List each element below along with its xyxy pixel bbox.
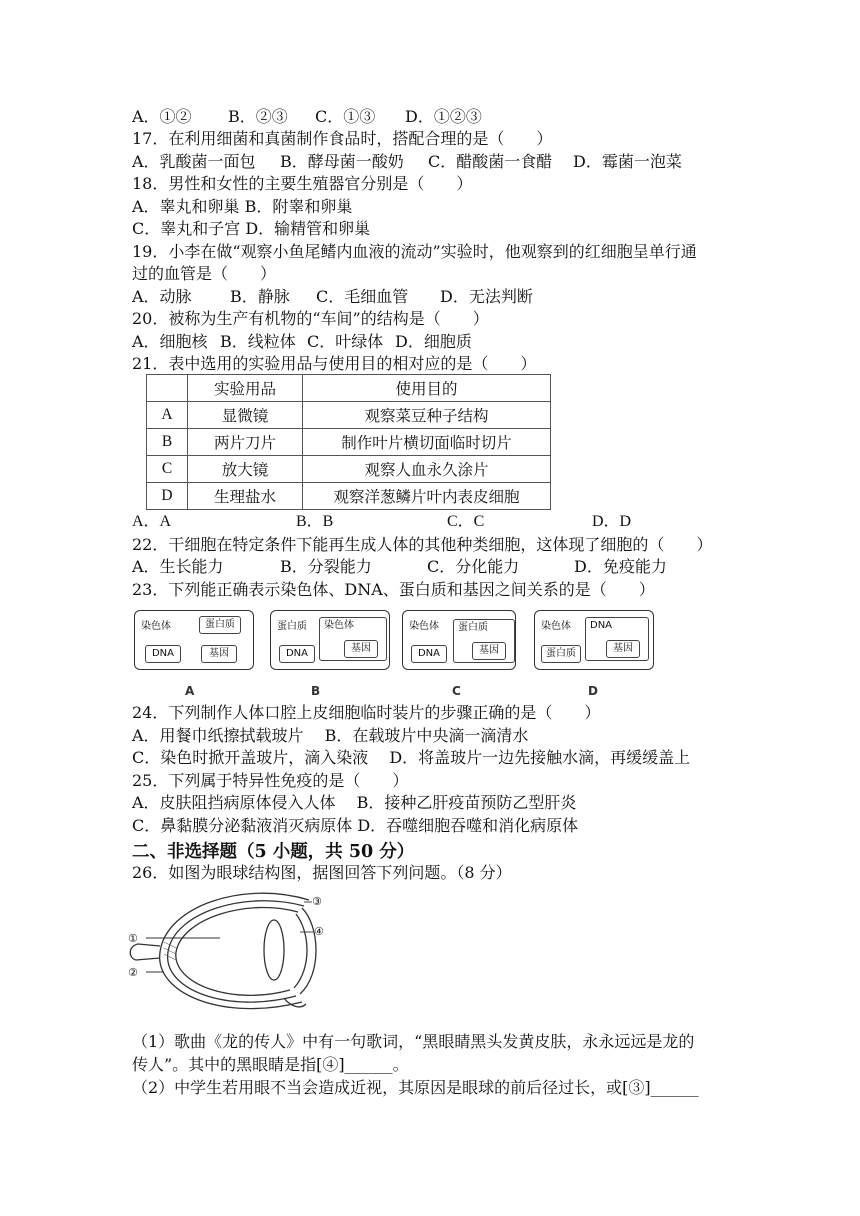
- table-cell: 生理盐水: [188, 483, 303, 510]
- table-cell: 显微镜: [188, 402, 303, 429]
- q19-option-b: B．静脉: [230, 287, 290, 306]
- eye-label-4: ④: [314, 925, 324, 938]
- q25-stem: 25．下列属于特异性免疫的是（ ）: [132, 771, 409, 790]
- q17-stem: 17．在利用细菌和真菌制作食品时，搭配合理的是（ ）: [132, 129, 553, 148]
- q22-option-d: D．免疫能力: [574, 557, 667, 576]
- q18-options-line1: A．睾丸和卵巢 B．附睾和卵巢: [132, 197, 353, 216]
- table-cell: D: [147, 483, 188, 510]
- q18-options-line2: C．睾丸和子宫 D．输精管和卵巢: [132, 219, 371, 238]
- q22-option-b: B．分裂能力: [280, 557, 372, 576]
- q26-part1-line1: （1）歌曲《龙的传人》中有一句歌词，“黑眼睛黑头发黄皮肤，永永远远是龙的: [132, 1032, 695, 1051]
- diagram-c: [402, 610, 516, 670]
- diagram-b: [270, 610, 390, 670]
- q19-options: [132, 286, 533, 308]
- q17-options: [132, 151, 682, 173]
- q24-options-line2: C．染色时掀开盖玻片，滴入染液 D．将盖玻片一边先接触水滴，再缓缓盖上: [132, 748, 691, 767]
- diagram-inner-box: 基因: [606, 640, 640, 658]
- table-row: [147, 402, 551, 429]
- q22-option-c: C．分化能力: [427, 557, 520, 576]
- diagram-nested-box: [453, 619, 515, 663]
- eye-label-2: ②: [128, 966, 138, 979]
- q26-part2: （2）中学生若用眼不当会造成近视，其原因是眼球的前后径过长，或[③]______: [132, 1078, 699, 1097]
- diagram-inner-box: DNA: [279, 645, 315, 663]
- q17-option-c: C．醋酸菌一食醋: [428, 152, 553, 171]
- q16-option-c: C．①③: [315, 107, 376, 126]
- diagram-nested-box: [319, 617, 387, 661]
- table-header-cell: 实验用品: [188, 375, 303, 402]
- q21-option-a: A．A: [132, 513, 172, 530]
- table-header-row: [147, 375, 551, 402]
- q21-options: [132, 511, 631, 533]
- q26-part1-line2: 传人”。其中的黑眼睛是指[④]______。: [132, 1055, 409, 1074]
- table-row: [147, 483, 551, 510]
- q20-stem: 20．被称为生产有机物的“车间”的结构是（ ）: [132, 309, 489, 328]
- q24-options-line1: A．用餐巾纸擦拭载玻片 B．在载玻片中央滴一滴清水: [132, 726, 529, 745]
- diagram-a: [134, 610, 254, 670]
- diagram-d-caption: D: [588, 684, 598, 698]
- table-cell: 观察菜豆种子结构: [303, 402, 551, 429]
- diagram-nested-label: 蛋白质: [458, 622, 488, 633]
- q20-option-b: B．线粒体: [220, 332, 296, 351]
- table-row: [147, 429, 551, 456]
- q23-stem: 23．下列能正确表示染色体、DNA、蛋白质和基因之间关系的是（ ）: [132, 580, 655, 599]
- diagram-nested-label: 染色体: [324, 620, 354, 631]
- q24-stem: 24．下列制作人体口腔上皮细胞临时装片的步骤正确的是（ ）: [132, 703, 601, 722]
- q16-options: [132, 106, 482, 128]
- table-cell: 观察人血永久涂片: [303, 456, 551, 483]
- q16-option-a: A．①②: [132, 107, 192, 126]
- diagram-inner-box: DNA: [145, 645, 181, 663]
- q20-option-c: C．叶绿体: [307, 332, 384, 351]
- q25-options-line2: C．鼻黏膜分泌黏液消灭病原体 D．吞噬细胞吞噬和消化病原体: [132, 816, 579, 835]
- table-cell: C: [147, 456, 188, 483]
- q16-option-d: D．①②③: [405, 107, 482, 126]
- q21-stem: 21．表中选用的实验用品与使用目的相对应的是（ ）: [132, 354, 537, 373]
- diagram-outer-label: 蛋白质: [277, 621, 307, 632]
- eye-label-1: ①: [128, 932, 138, 945]
- table-cell: A: [147, 402, 188, 429]
- diagram-nested-box: [585, 617, 649, 661]
- diagram-outer-label: 染色体: [409, 621, 439, 632]
- q20-option-a: A．细胞核: [132, 332, 208, 351]
- eye-label-3: ③: [312, 895, 322, 908]
- diagram-d: [534, 610, 654, 670]
- q16-option-b: B．②③: [228, 107, 288, 126]
- table-cell: 观察洋葱鳞片叶内表皮细胞: [303, 483, 551, 510]
- q19-option-a: A．动脉: [132, 287, 192, 306]
- q21-option-d: D．D: [592, 513, 632, 530]
- diagram-inner-box: DNA: [411, 645, 447, 663]
- table-cell: 两片刀片: [188, 429, 303, 456]
- q17-option-a: A．乳酸菌一面包: [132, 152, 256, 171]
- eyeball-diagram: [124, 886, 334, 1016]
- q20-option-d: D．细胞质: [395, 332, 472, 351]
- diagram-inner-box: 基因: [344, 640, 378, 658]
- q17-option-b: B．酵母菌一酸奶: [280, 152, 404, 171]
- table-row: [147, 456, 551, 483]
- diagram-nested-label: DNA: [590, 620, 613, 631]
- q19-stem-line2: 过的血管是（ ）: [132, 264, 277, 283]
- q22-options: [132, 556, 667, 578]
- q17-option-d: D．霉菌一泡菜: [573, 152, 682, 171]
- table-header-cell: [147, 375, 188, 402]
- diagram-c-caption: C: [452, 684, 461, 698]
- diagram-inner-box: 基因: [201, 645, 237, 663]
- q18-stem: 18．男性和女性的主要生殖器官分别是（ ）: [132, 174, 473, 193]
- q22-stem: 22．干细胞在特定条件下能再生成人体的其他种类细胞，这体现了细胞的（ ）: [132, 535, 713, 554]
- section-heading: 二、非选择题（5 小题，共 50 分）: [132, 842, 415, 862]
- q25-options-line1: A．皮肤阻挡病原体侵入人体 B．接种乙肝疫苗预防乙型肝炎: [132, 793, 577, 812]
- q19-option-c: C．毛细血管: [316, 287, 409, 306]
- diagram-outer-label: 染色体: [141, 621, 171, 632]
- q19-stem-line1: 19．小李在做“观察小鱼尾鳍内血液的流动”实验时，他观察到的红细胞呈单行通: [132, 242, 697, 261]
- table-cell: 制作叶片横切面临时切片: [303, 429, 551, 456]
- diagram-a-caption: A: [185, 684, 195, 698]
- q21-table: [146, 374, 551, 510]
- q19-option-d: D．无法判断: [440, 287, 533, 306]
- diagram-inner-box: 基因: [472, 642, 506, 660]
- table-cell: B: [147, 429, 188, 456]
- diagram-b-caption: B: [311, 684, 321, 698]
- table-cell: 放大镜: [188, 456, 303, 483]
- q21-option-c: C．C: [447, 513, 485, 530]
- diagram-inner-box: 蛋白质: [541, 645, 581, 663]
- table-header-cell: 使用目的: [303, 375, 551, 402]
- q21-option-b: B．B: [296, 513, 334, 530]
- diagram-inner-box: 蛋白质: [199, 616, 241, 634]
- q20-options: [132, 331, 472, 353]
- q22-option-a: A．生长能力: [132, 557, 224, 576]
- diagram-outer-label: 染色体: [541, 621, 571, 632]
- q26-stem: 26．如图为眼球结构图，据图回答下列问题。（8 分）: [132, 863, 512, 882]
